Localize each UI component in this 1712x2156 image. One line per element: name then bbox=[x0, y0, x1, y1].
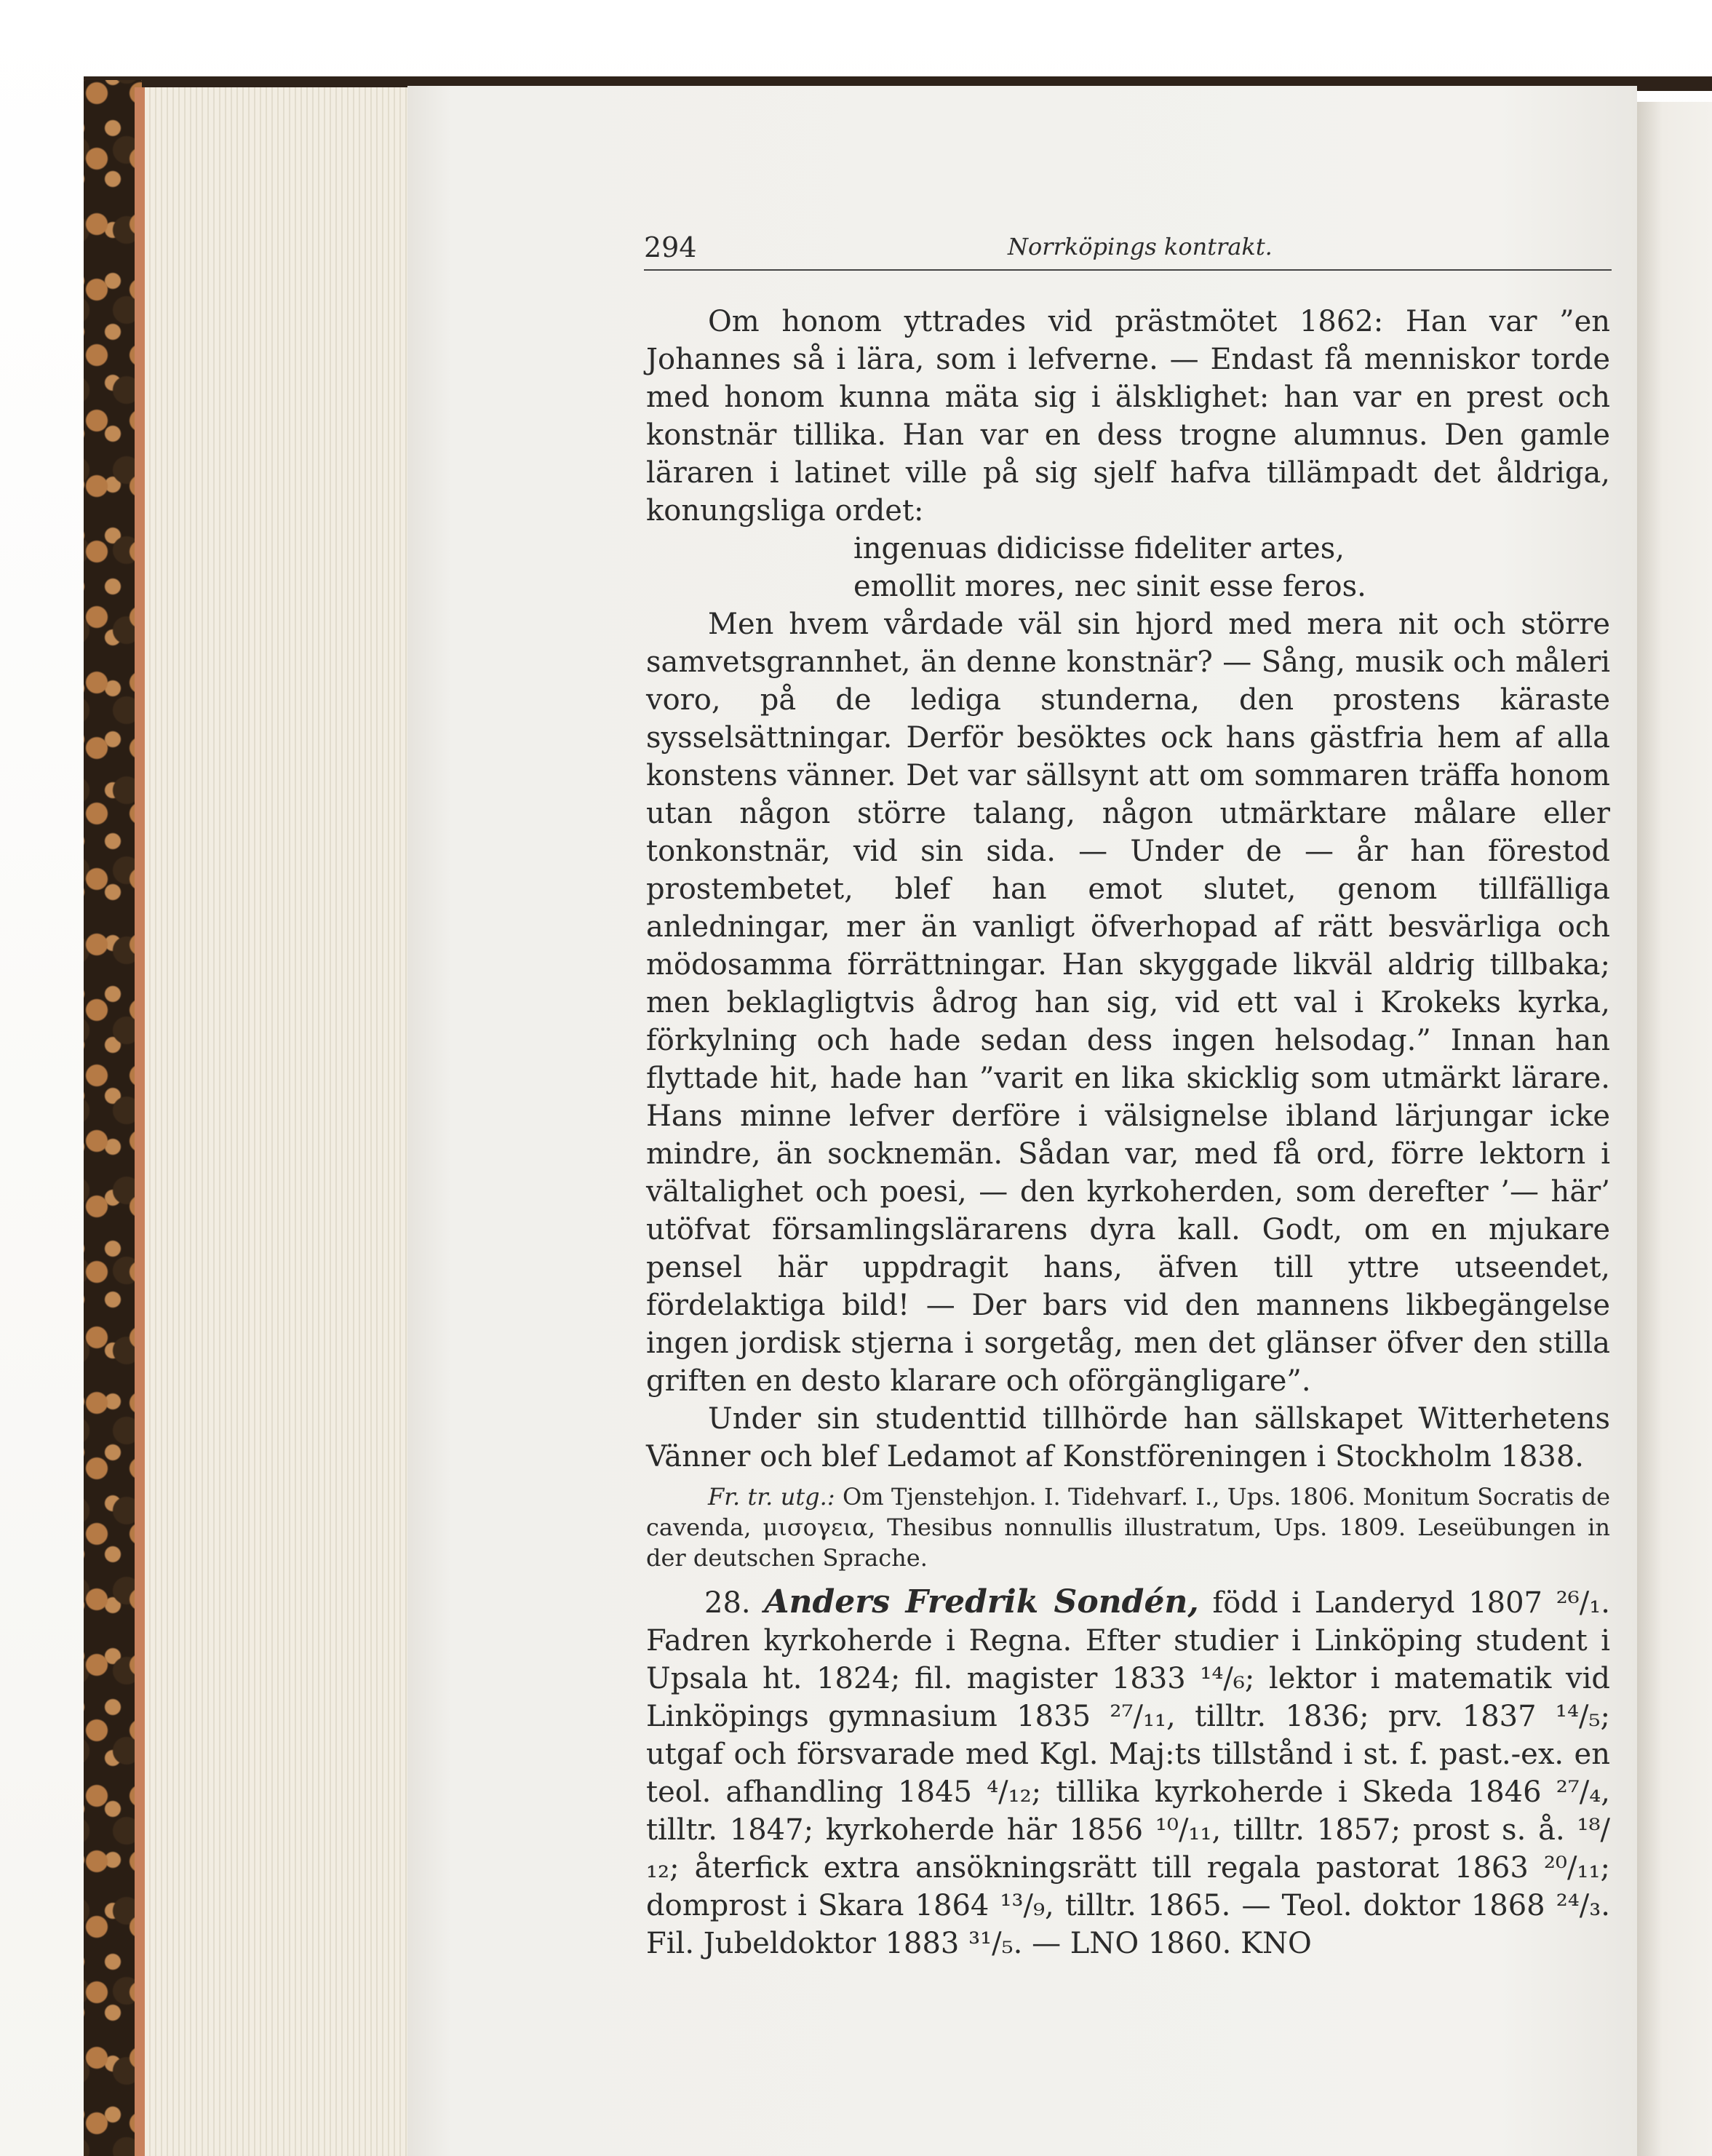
page-number: 294 bbox=[644, 231, 697, 263]
paragraph: Om honom yttrades vid prästmötet 1862: Han var ”en Johannes så i lära, som i lefverne. — Endast få menniskor torde med honom kunna mäta sig i älsklighet: han var en prest och konstnär tillika. Han var en dess trogne alumnus. Den gamle läraren i latinet ville på sig sjelf hafva tillämpadt det åldriga, konungsliga ordet: bbox=[646, 305, 1610, 528]
page-body bbox=[646, 303, 1610, 1962]
running-title: Norrköpings kontrakt. bbox=[1008, 233, 1273, 260]
paragraph: Men hvem vårdade väl sin hjord med mera nit och större samvetsgrannhet, än denne konstnär? — Sång, musik och måleri voro, på de lediga stunderna, den prostens käraste sysselsättningar. Derför besöktes ock hans gästfria hem af alla konstens vänner. Det var sällsynt att om sommaren träffa honom utan någon större talang, någon utmärktare målare eller tonkonstnär, vid sin sida. — Under de — år han förestod prostembetet, blef han emot slutet, genom tillfälliga anledningar, mer än vanligt öfverhopad af rätt besvärliga och mödosamma förrättningar. Han skyggade likväl aldrig tillbaka; men beklagligtvis ådrog han sig, vid ett val i Krokeks kyrka, förkylning och hade sedan dess ingen helsodag.” Innan han flyttade hit, hade han ”varit en lika skicklig som utmärkt lärare. Hans minne lefver derföre i välsignelse ibland lärjungar icke mindre, än socknemän. Sådan var, med få ord, förre lektorn i vältalighet och poesi, — den kyrkoherden, som derefter ’— här’ utöfvat församlingslärarens dyra kall. Godt, om en mjukare pensel här uppdragit hans, äfven till yttre utseendet, fördelaktiga bild! — Der bars vid den mannens likbegängelse ingen jordisk stjerna i sorgetåg, men det glänser öfver den stilla griften en desto klarare och oförgängligare”. bbox=[646, 608, 1610, 1398]
entry-number: 28. bbox=[704, 1586, 751, 1620]
entry-name: Anders Fredrik Sondén, bbox=[764, 1583, 1199, 1620]
note-text: Om Tjenstehjon. I. Tidehvarf. I., Ups. 1806. Monitum Socratis de cavenda, μισογεια, Thesibus nonnullis illustratum, Ups. 1809. Leseübungen in der deutschen Sprache. bbox=[646, 1483, 1611, 1572]
note-label: Fr. tr. utg.: bbox=[708, 1483, 835, 1511]
facing-page-edge bbox=[1633, 102, 1712, 2156]
publications-note bbox=[646, 1481, 1610, 1573]
entry-text: född i Landeryd 1807 ²⁶/₁. Fadren kyrkoherde i Regna. Efter studier i Linköping student i Upsala ht. 1824; fil. magister 1833 ¹⁴/₆; lektor i matematik vid Linköpings gymnasium 1835 ²⁷/₁₁, tilltr. 1836; prv. 1837 ¹⁴/₅; utgaf och försvarade med Kgl. Maj:ts tillstånd i st. f. past.-ex. en teol. afhandling 1845 ⁴/₁₂; tillika kyrkoherde i Skeda 1846 ²⁷/₄, tilltr. 1847; kyrkoherde här 1856 ¹⁰/₁₁, tilltr. 1857; prost s. å. ¹⁸/₁₂; återfick extra ansökningsrätt till regala pastorat 1863 ²⁰/₁₁; domprost i Skara 1864 ¹³/₉, tilltr. 1865. — Teol. doktor 1868 ²⁴/₃. Fil. Jubeldoktor 1883 ³¹/₅. — LNO 1860. KNO bbox=[646, 1586, 1610, 1960]
verse-line: ingenuas didicisse fideliter artes, bbox=[853, 532, 1345, 565]
biography-entry bbox=[646, 1583, 1610, 1962]
page-stack-edge bbox=[135, 87, 425, 2156]
marbled-book-edge bbox=[84, 80, 142, 2156]
page-header bbox=[644, 231, 1612, 271]
paragraph: Under sin studenttid tillhörde han sällskapet Witterhetens Vänner och blef Ledamot af Konstföreningen i Stockholm 1838. bbox=[646, 1402, 1610, 1473]
verse-line: emollit mores, nec sinit esse feros. bbox=[853, 570, 1366, 603]
